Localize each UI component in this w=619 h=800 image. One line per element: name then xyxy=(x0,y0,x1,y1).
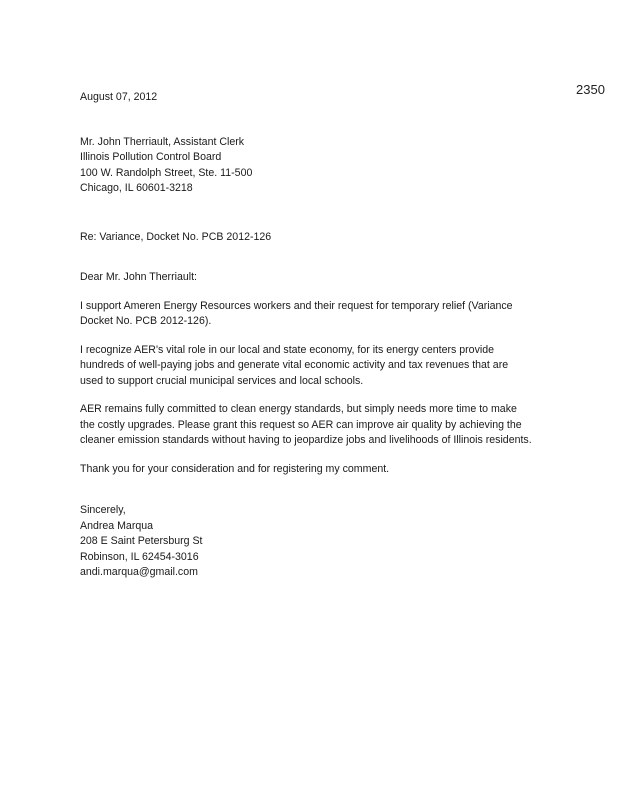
paragraph-line: I support Ameren Energy Resources workers and their request for temporary relief (Variance xyxy=(80,299,513,312)
letter-date: August 07, 2012 xyxy=(80,91,158,103)
recipient-organization: Illinois Pollution Control Board xyxy=(80,151,222,163)
paragraph-support xyxy=(80,299,560,330)
recipient-city: Chicago, IL 60601-3218 xyxy=(80,182,193,194)
paragraph-line: the costly upgrades. Please grant this request so AER can improve air quality by achieving the xyxy=(80,418,522,431)
closing-salutation: Sincerely, xyxy=(80,504,126,516)
paragraph-line: hundreds of well-paying jobs and generate vital economic activity and tax revenues that are xyxy=(80,359,509,371)
paragraph-line: used to support crucial municipal services and local schools. xyxy=(80,374,364,387)
paragraph-line: cleaner emission standards without having to jeopardize jobs and livelihoods of Illinois residents. xyxy=(80,434,532,446)
sender-email: andi.marqua@gmail.com xyxy=(80,566,198,578)
paragraph-economy xyxy=(80,343,560,390)
sender-street: 208 E Saint Petersburg St xyxy=(80,535,203,547)
sender-city: Robinson, IL 62454-3016 xyxy=(80,550,199,563)
sender-name: Andrea Marqua xyxy=(80,519,154,532)
signature-block xyxy=(80,503,560,581)
recipient-street: 100 W. Randolph Street, Ste. 11-500 xyxy=(80,166,253,179)
letter-body xyxy=(80,90,560,581)
paragraph-line: I recognize AER's vital role in our local and state economy, for its energy centers provide xyxy=(80,343,495,356)
paragraph-line: Docket No. PCB 2012-126). xyxy=(80,315,212,327)
recipient-name: Mr. John Therriault, Assistant Clerk xyxy=(80,135,245,148)
subject-line: Re: Variance, Docket No. PCB 2012-126 xyxy=(80,230,272,243)
page-number: 2350 xyxy=(576,82,605,97)
paragraph-line: Thank you for your consideration and for registering my comment. xyxy=(80,462,390,475)
paragraph-line: AER remains fully committed to clean energy standards, but simply needs more time to make xyxy=(80,403,517,415)
paragraph-standards xyxy=(80,402,560,449)
paragraph-thanks xyxy=(80,462,560,478)
recipient-address xyxy=(80,135,560,197)
salutation: Dear Mr. John Therriault: xyxy=(80,271,197,283)
